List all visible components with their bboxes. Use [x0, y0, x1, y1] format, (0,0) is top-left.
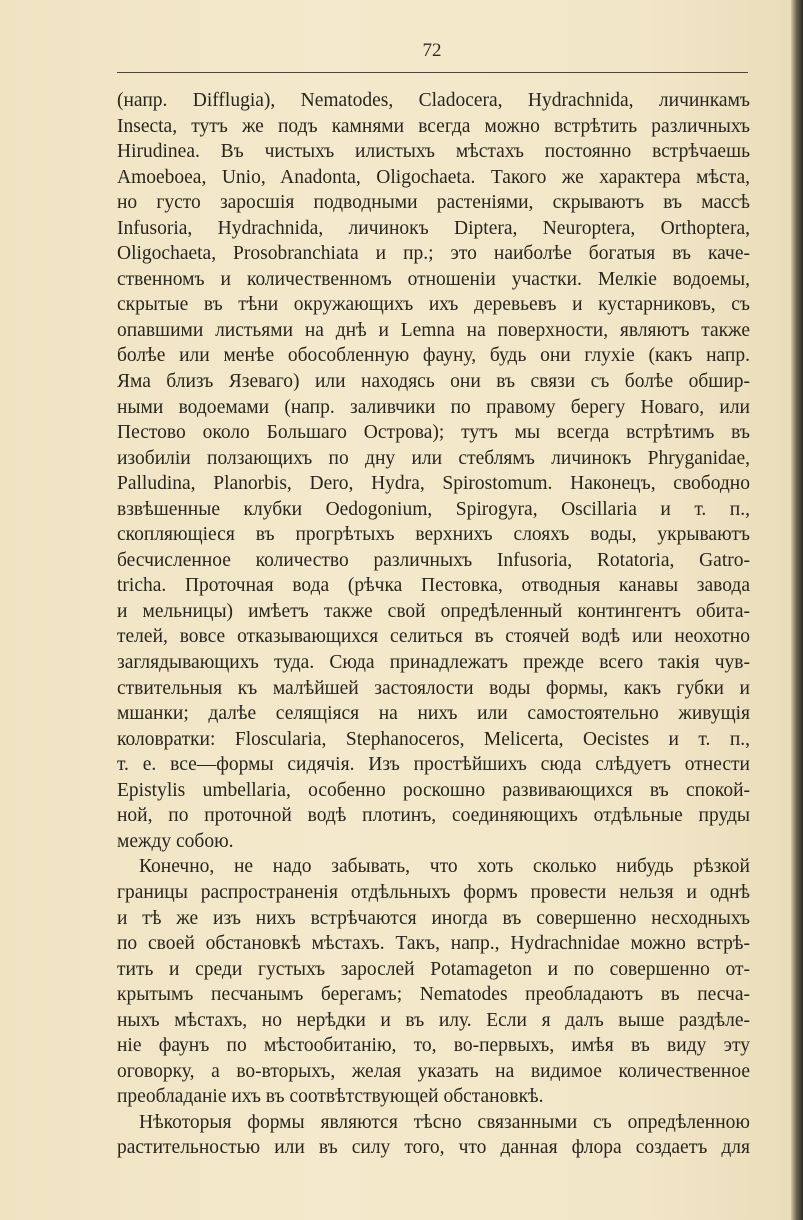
text-line: границы распространенія отдѣльныхъ формъ провести нельзя и однѣ [117, 881, 750, 903]
text-line: заглядывающихъ туда. Сюда принадлежатъ прежде всего такія чув- [117, 652, 750, 674]
text-line: скрытые въ тѣни окружающихъ ихъ деревьевъ и кустарниковъ, съ [117, 294, 750, 316]
text-line: Amoeboea, Unio, Anadonta, Oligochaeta. Такого же характера мѣста, [117, 166, 750, 188]
text-line: ныхъ мѣстахъ, но нерѣдки и въ илу. Если я далъ выше раздѣле- [117, 1009, 750, 1031]
text-line: и мельницы) имѣетъ также свой опредѣленный контингентъ обита- [117, 600, 750, 622]
text-line: коловратки: Floscularia, Stephanoceros, Melicerta, Oecistes и т. п., [117, 728, 750, 750]
text-line: ствительныя къ малѣйшей застоялости воды формы, какъ губки и [117, 677, 750, 699]
text-line: Insecta, тутъ же подъ камнями всегда можно встрѣтить различныхъ [117, 115, 750, 137]
text-line: ной, по проточной водѣ плотинъ, соединяющихъ отдѣльные пруды [117, 805, 750, 827]
text-line: но густо заросшія подводными растеніями, скрываютъ въ массѣ [117, 192, 750, 214]
text-line: ніе фаунъ по мѣстообитанію, то, во-первыхъ, имѣя въ виду эту [117, 1035, 750, 1057]
text-line: Пестово около Большаго Острова); тутъ мы всегда встрѣтимъ въ [117, 422, 750, 444]
text-line: Epistylis umbellaria, особенно роскошно развивающихся въ спокой- [117, 779, 750, 801]
text-line: т. е. все—формы сидячія. Изъ простѣйшихъ сюда слѣдуетъ отнести [117, 754, 750, 776]
body-text [117, 88, 750, 1161]
text-line: Oligochaeta, Prosobranchiata и пр.; это наиболѣе богатыя въ каче- [117, 243, 750, 265]
text-line: болѣе или менѣе обособленную фауну, будь они глухіе (какъ напр. [117, 345, 750, 367]
text-line: Яма близъ Язеваго) или находясь они въ связи съ болѣе обшир- [117, 371, 750, 393]
text-line: изобиліи ползающихъ по дну или стеблямъ личинокъ Phryganidae, [117, 447, 750, 469]
text-line: и тѣ же изъ нихъ встрѣчаются иногда въ совершенно несходныхъ [117, 907, 750, 929]
text-line: оговорку, а во-вторыхъ, желая указать на видимое количественное [117, 1060, 750, 1082]
text-line: ными водоемами (напр. заливчики по правому берегу Новаго, или [117, 396, 750, 418]
text-line: по своей обстановкѣ мѣстахъ. Такъ, напр., Hydrachnidae можно встрѣ- [117, 933, 750, 955]
text-line: Infusoria, Hydrachnida, личинокъ Diptera, Neuroptera, Orthoptera, [117, 217, 750, 239]
text-line: между собою. [117, 830, 234, 852]
text-line: скопляющіеся въ прогрѣтыхъ верхнихъ слояхъ воды, укрываютъ [117, 524, 750, 546]
text-line: растительностью или въ силу того, что данная флора создаетъ для [117, 1137, 750, 1159]
text-line: опавшими листьями на днѣ и Lemna на поверхности, являютъ также [117, 319, 750, 341]
text-line: (напр. Difflugia), Nematodes, Cladocera, Hydrachnida, личинкамъ [117, 90, 750, 111]
page-number: 72 [422, 40, 442, 61]
header-rule [117, 72, 748, 73]
page-edge-shadow [791, 0, 803, 1220]
text-line: Конечно, не надо забывать, что хоть сколько нибудь рѣзкой [139, 856, 750, 878]
text-line: крытымъ песчанымъ берегамъ; Nematodes преобладаютъ въ песча- [117, 984, 750, 1006]
text-line: тить и среди густыхъ зарослей Potamageton и по совершенно от- [117, 958, 750, 980]
text-line: бесчисленное количество различныхъ Infusoria, Rotatoria, Gatro- [117, 549, 750, 571]
text-line: ственномъ и количественномъ отношеніи участки. Мелкіе водоемы, [117, 268, 750, 290]
text-line: преобладаніе ихъ въ соотвѣтствующей обстановкѣ. [117, 1086, 544, 1108]
text-line: Hirudinea. Въ чистыхъ илистыхъ мѣстахъ постоянно встрѣчаешь [117, 141, 750, 163]
text-line: tricha. Проточная вода (рѣчка Пестовка, отводныя канавы завода [117, 575, 750, 597]
text-line: мшанки; далѣе селящіяся на нихъ или самостоятельно живущія [117, 703, 750, 725]
text-line: Palludina, Planorbis, Dero, Hydra, Spirostomum. Наконецъ, свободно [117, 473, 750, 495]
text-line: взвѣшенные клубки Oedogonium, Spirogyra, Oscillaria и т. п., [117, 498, 750, 520]
text-line: телей, вовсе отказывающихся селиться въ стоячей водѣ или неохотно [117, 626, 750, 648]
text-line: Нѣкоторыя формы являются тѣсно связанными съ опредѣленною [139, 1111, 750, 1133]
